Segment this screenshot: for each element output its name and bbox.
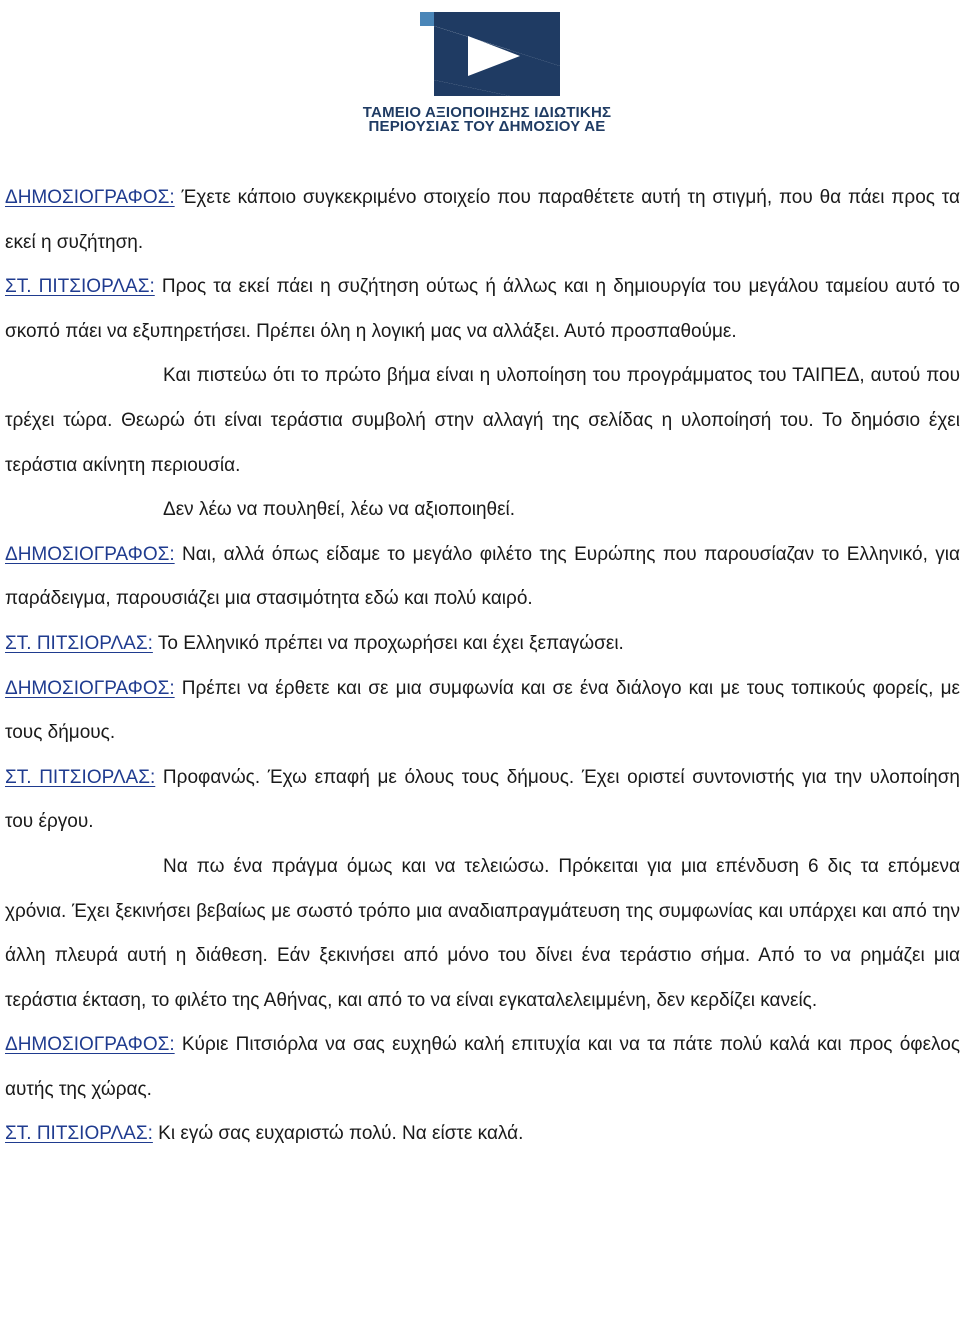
dialogue-paragraph [5,622,960,667]
organization-logo [362,10,612,135]
interview-transcript [5,176,960,1157]
speaker-label: ΔΗΜΟΣΙΟΓΡΑΦΟΣ: [5,677,175,699]
paragraph-text: Έχετε κάποιο συγκεκριμένο στοιχείο που παραθέτετε αυτή τη στιγμή, που θα πάει προς τα εκεί η συζήτηση. [5,187,960,253]
dialogue-paragraph [5,354,960,488]
paragraph-text: Και πιστεύω ότι το πρώτο βήμα είναι η υλοποίηση του προγράμματος του ΤΑΙΠΕΔ, αυτού που τρέχει τώρα. Θεωρώ ότι είναι τεράστια συμβολή στην αλλαγή της σελίδας η υλοποίησή του. Το δημόσιο έχει τεράστια ακίνητη περιουσία. [5,365,960,476]
speaker-label: ΣΤ. ΠΙΤΣΙΟΡΛΑΣ: [5,1123,153,1145]
paragraph-text: Το Ελληνικό πρέπει να προχωρήσει και έχει ξεπαγώσει. [152,632,624,654]
dialogue-paragraph [5,488,960,533]
paragraph-text: Κι εγώ σας ευχαριστώ πολύ. Να είστε καλά. [152,1123,524,1145]
speaker-label: ΣΤ. ΠΙΤΣΙΟΡΛΑΣ: [5,276,155,298]
paragraph-text: Πρέπει να έρθετε και σε μια συμφωνία και σε ένα διάλογο και με τους τοπικούς φορείς, με τους δήμους. [5,677,960,744]
speaker-label: ΔΗΜΟΣΙΟΓΡΑΦΟΣ: [5,187,175,208]
speaker-label: ΣΤ. ΠΙΤΣΙΟΡΛΑΣ: [5,632,153,654]
dialogue-paragraph [5,845,960,1023]
speaker-label: ΣΤ. ΠΙΤΣΙΟΡΛΑΣ: [5,766,156,788]
paragraph-text: Ναι, αλλά όπως είδαμε το μεγάλο φιλέτο της Ευρώπης που παρουσίαζαν το Ελληνικό, για παράδειγμα, παρουσιάζει μια στασιμότητα εδώ και πολύ καιρό. [5,543,960,610]
dialogue-paragraph [5,667,960,756]
dialogue-paragraph [5,756,960,845]
speaker-label: ΔΗΜΟΣΙΟΓΡΑΦΟΣ: [5,1034,175,1056]
dialogue-paragraph [5,176,960,265]
paragraph-text: Δεν λέω να πουληθεί, λέω να αξιοποιηθεί. [163,499,516,521]
dialogue-paragraph [5,265,960,354]
speaker-label: ΔΗΜΟΣΙΟΓΡΑΦΟΣ: [5,543,175,565]
logo-text-line-2: ΠΕΡΙΟΥΣΙΑΣ ΤΟΥ ΔΗΜΟΣΙΟΥ ΑΕ [368,118,606,135]
paragraph-text: Προς τα εκεί πάει η συζήτηση ούτως ή άλλως και η δημιουργία του μεγάλου ταμείου αυτό το σκοπό πάει να εξυπηρετήσει. Πρέπει όλη η λογική μας να αλλάξει. Αυτό προσπαθούμε. [5,276,960,342]
logo-text-line-1: ΤΑΜΕΙΟ ΑΞΙΟΠΟΙΗΣΗΣ ΙΔΙΩΤΙΚΗΣ [362,104,612,121]
dialogue-paragraph [5,1112,960,1157]
paragraph-text: Κύριε Πιτσιόρλα να σας ευχηθώ καλή επιτυχία και να τα πάτε πολύ καλά και προς όφελος αυτής της χώρας. [5,1034,960,1100]
paragraph-text: Να πω ένα πράγμα όμως και να τελειώσω. Πρόκειται για μια επένδυση 6 δις τα επόμενα χρόνια. Έχει ξεκινήσει βεβαίως με σωστό τρόπο μια αναδιαπραγμάτευση της συμφωνίας και υπάρχει και από την άλλη πλευρά αυτή η διάθεση. Εάν ξεκινήσει από μόνο του δίνει ένα τεράστιο σήμα. Από το να ρημάζει μια τεράστια έκταση, το φιλέτο της Αθήνας, και από το να είναι εγκαταλελειμμένη, δεν κερδίζει κανείς. [5,855,960,1011]
paragraph-text: Προφανώς. Έχω επαφή με όλους τους δήμους. Έχει οριστεί συντονιστής για την υλοποίηση του έργου. [5,766,960,833]
logo-emblem-icon [412,10,562,98]
dialogue-paragraph [5,1023,960,1112]
dialogue-paragraph [5,533,960,622]
